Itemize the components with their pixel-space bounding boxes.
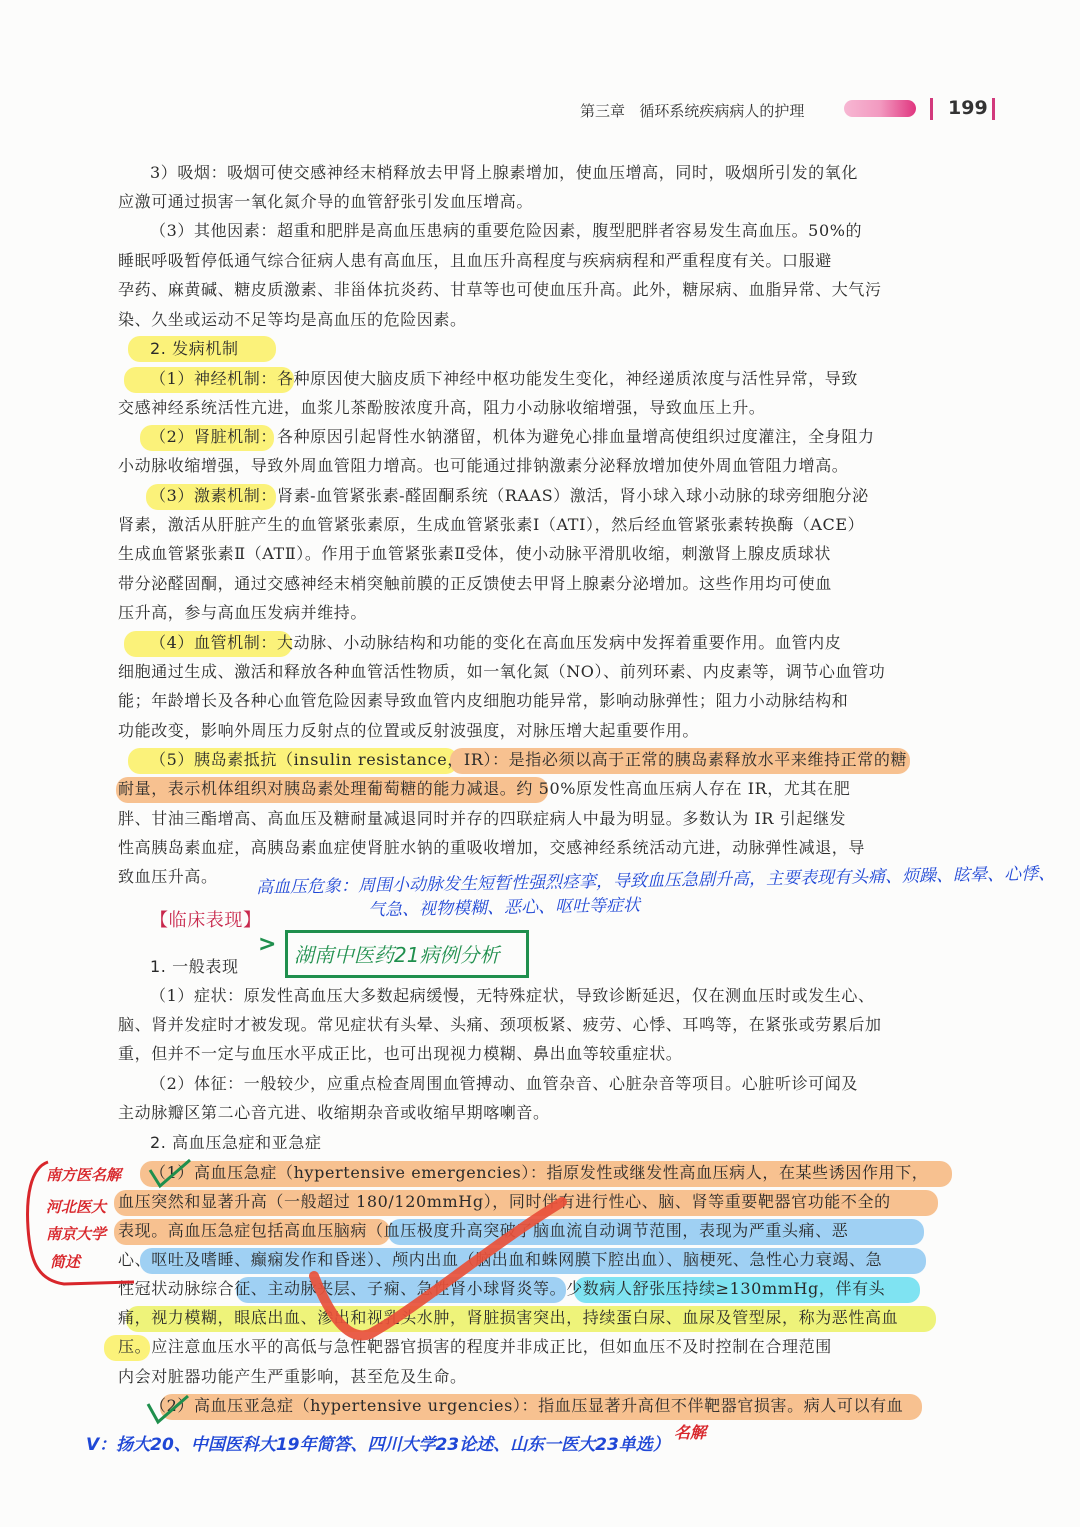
text-line: 染、久坐或运动不足等均是高血压的危险因素。 [118, 310, 467, 329]
text-line: 带分泌醛固酮，通过交感神经末梢突触前膜的正反馈使去甲肾上腺素分泌增加。这些作用均可使血 [118, 574, 832, 593]
text-line: 生成血管紧张素Ⅱ（ATⅡ）。作用于血管紧张素Ⅱ受体，使小动脉平滑肌收缩，刺激肾上腺皮质球状 [118, 544, 831, 563]
handwritten-note: 南京大学 [46, 1225, 107, 1243]
text-line: 睡眠呼吸暂停低通气综合征病人患有高血压，且血压升高程度与疾病病程和严重程度有关。口服避 [118, 251, 832, 270]
text-line: （1）症状：原发性高血压大多数起病缓慢，无特殊症状，导致诊断延迟，仅在测血压时或发生心、 [150, 986, 875, 1005]
text-line: （4）血管机制：大动脉、小动脉结构和功能的变化在高血压发病中发挥着重要作用。血管内皮 [150, 633, 842, 652]
header-separator [930, 98, 933, 120]
text-line: 主动脉瓣区第二心音亢进、收缩期杂音或收缩早期喀喇音。 [118, 1103, 550, 1122]
text-line: 内会对脏器功能产生严重影响，甚至危及生命。 [118, 1367, 467, 1386]
text-line: 能；年龄增长及各种心血管危险因素导致血管内皮细胞功能异常，影响动脉弹性；阻力小动脉结构和 [118, 691, 849, 710]
checkmark-icon [300, 1196, 580, 1346]
text-line: 性冠状动脉综合征、主动脉夹层、子痫、急性肾小球肾炎等。少数病人舒张压持续≥130mmHg，伴有头 [118, 1279, 886, 1298]
section-heading: 1. 一般表现 [150, 957, 239, 976]
page-number: 199 [948, 97, 988, 119]
text-line: 压升高，参与高血压发病并维持。 [118, 603, 368, 622]
text-line: 心、呕吐及嗜睡、癫痫发作和昏迷）、颅内出血（脑出血和蛛网膜下腔出血）、脑梗死、急性心力衰竭、急 [118, 1250, 883, 1269]
handwritten-note: 高血压危象：周围小动脉发生短暂性强烈痉挛，导致血压急剧升高，主要表现有头痛、烦躁、眩晕、心悸、 [255, 864, 1056, 898]
handwritten-note: 气急、视物模糊、恶心、呕吐等症状 [367, 895, 641, 921]
text-line: （2）肾脏机制：各种原因引起肾性水钠潴留，机体为避免心排血量增高使组织过度灌注，全身阻力 [150, 427, 875, 446]
text-line: 肾素，激活从肝脏产生的血管紧张素原，生成血管紧张素Ⅰ（ATⅠ），然后经血管紧张素转换酶（ACE） [118, 515, 865, 534]
text-line: 致血压升高。 [118, 867, 218, 886]
text-line: 血压突然和显著升高（一般超过 180/120mmHg），同时伴有进行性心、脑、肾等重要靶器官功能不全的 [118, 1192, 891, 1211]
handwritten-note: V：扬大20、中国医科大19年简答、四川大学23论述、山东一医大23单选） [86, 1435, 670, 1455]
checkmark-icon: > [258, 932, 277, 957]
header-chapter: 第三章 循环系统疾病病人的护理 [580, 102, 805, 120]
text-line: （5）胰岛素抵抗（insulin resistance，IR）：是指必须以高于正常的胰岛素释放水平来维持正常的糖 [150, 750, 908, 769]
text-line: 小动脉收缩增强，导致外周血管阻力增高。也可能通过排钠激素分泌释放增加使外周血管阻力增高。 [118, 456, 849, 475]
header-color-bar [844, 100, 916, 117]
text-line: 耐量，表示机体组织对胰岛素处理葡萄糖的能力减退。约 50%原发性高血压病人存在 IR，尤其在肥 [118, 779, 851, 798]
handwritten-note: 简述 [50, 1253, 81, 1271]
clinical-heading: 【临床表现】 [150, 910, 262, 931]
text-line: 脑、肾并发症时才被发现。常见症状有头晕、头痛、颈项板紧、疲劳、心悸、耳鸣等，在紧张或劳累后加 [118, 1015, 882, 1034]
text-line: 表现。高血压急症包括高血压脑病（血压极度升高突破了脑血流自动调节范围，表现为严重头痛、恶 [118, 1221, 849, 1240]
checkmark-icon [146, 1156, 194, 1192]
page-header [560, 94, 1020, 126]
text-line: （2）体征：一般较少，应重点检查周围血管搏动、血管杂音、心脏杂音等项目。心脏听诊可闻及 [150, 1074, 858, 1093]
section-heading: 2. 发病机制 [150, 339, 239, 358]
text-line: 交感神经系统活性亢进，血浆儿茶酚胺浓度升高，阻力小动脉收缩增强，导致血压上升。 [118, 398, 766, 417]
checkmark-icon [144, 1392, 192, 1428]
text-line: 压。应注意血压水平的高低与急性靶器官损害的程度并非成正比，但如血压不及时控制在合理范围 [118, 1337, 832, 1356]
handwritten-note: 南方医名解 [46, 1166, 122, 1184]
text-line: （1）高血压急症（hypertensive emergencies）：指原发性或继发性高血压病人，在某些诱因作用下， [150, 1163, 929, 1182]
text-line: （3）其他因素：超重和肥胖是高血压患病的重要危险因素，腹型肥胖者容易发生高血压。50%的 [150, 221, 863, 240]
text-line: （1）神经机制：各种原因使大脑皮质下神经中枢功能发生变化，神经递质浓度与活性异常，导致 [150, 369, 858, 388]
text-line: 功能改变，影响外周压力反射点的位置或反射波强度，对脉压增大起重要作用。 [118, 721, 700, 740]
handwritten-note: 河北医大 [46, 1198, 107, 1216]
text-line: （2）高血压亚急症（hypertensive urgencies）：指血压显著升高但不伴靶器官损害。病人可以有血 [150, 1396, 904, 1415]
text-line: 细胞通过生成、激活和释放各种血管活性物质，如一氧化氮（NO）、前列环素、内皮素等，调节心血管功 [118, 662, 886, 681]
text-line: 胖、甘油三酯增高、高血压及糖耐量减退同时并存的四联症病人中最为明显。多数认为 IR 引起继发 [118, 809, 847, 828]
text-line: 重，但并不一定与血压水平成正比，也可出现视力模糊、鼻出血等较重症状。 [118, 1044, 683, 1063]
text-line: 性高胰岛素血症，高胰岛素血症使肾脏水钠的重吸收增加，交感神经系统活动亢进，动脉弹性减退，导 [118, 838, 866, 857]
text-line: 痛，视力模糊，眼底出血、渗出和视乳头水肿，肾脏损害突出，持续蛋白尿、血尿及管型尿，称为恶性高血 [118, 1308, 899, 1327]
text-line: 应激可通过损害一氧化氮介导的血管舒张引发血压增高。 [118, 192, 534, 211]
header-separator [992, 98, 995, 120]
handwritten-note: 名解 [674, 1423, 707, 1442]
handwritten-note: 湖南中医药21病例分析 [294, 943, 500, 967]
text-line: （3）激素机制：肾素-血管紧张素-醛固酮系统（RAAS）激活，肾小球入球小动脉的球旁细胞分泌 [150, 486, 869, 505]
text-line: 孕药、麻黄碱、糖皮质激素、非甾体抗炎药、甘草等也可使血压升高。此外，糖尿病、血脂异常、大气污 [118, 280, 882, 299]
section-heading: 2. 高血压急症和亚急症 [150, 1133, 322, 1152]
text-line: 3）吸烟：吸烟可使交感神经末梢释放去甲肾上腺素增加，使血压增高，同时，吸烟所引发的氧化 [150, 163, 858, 182]
